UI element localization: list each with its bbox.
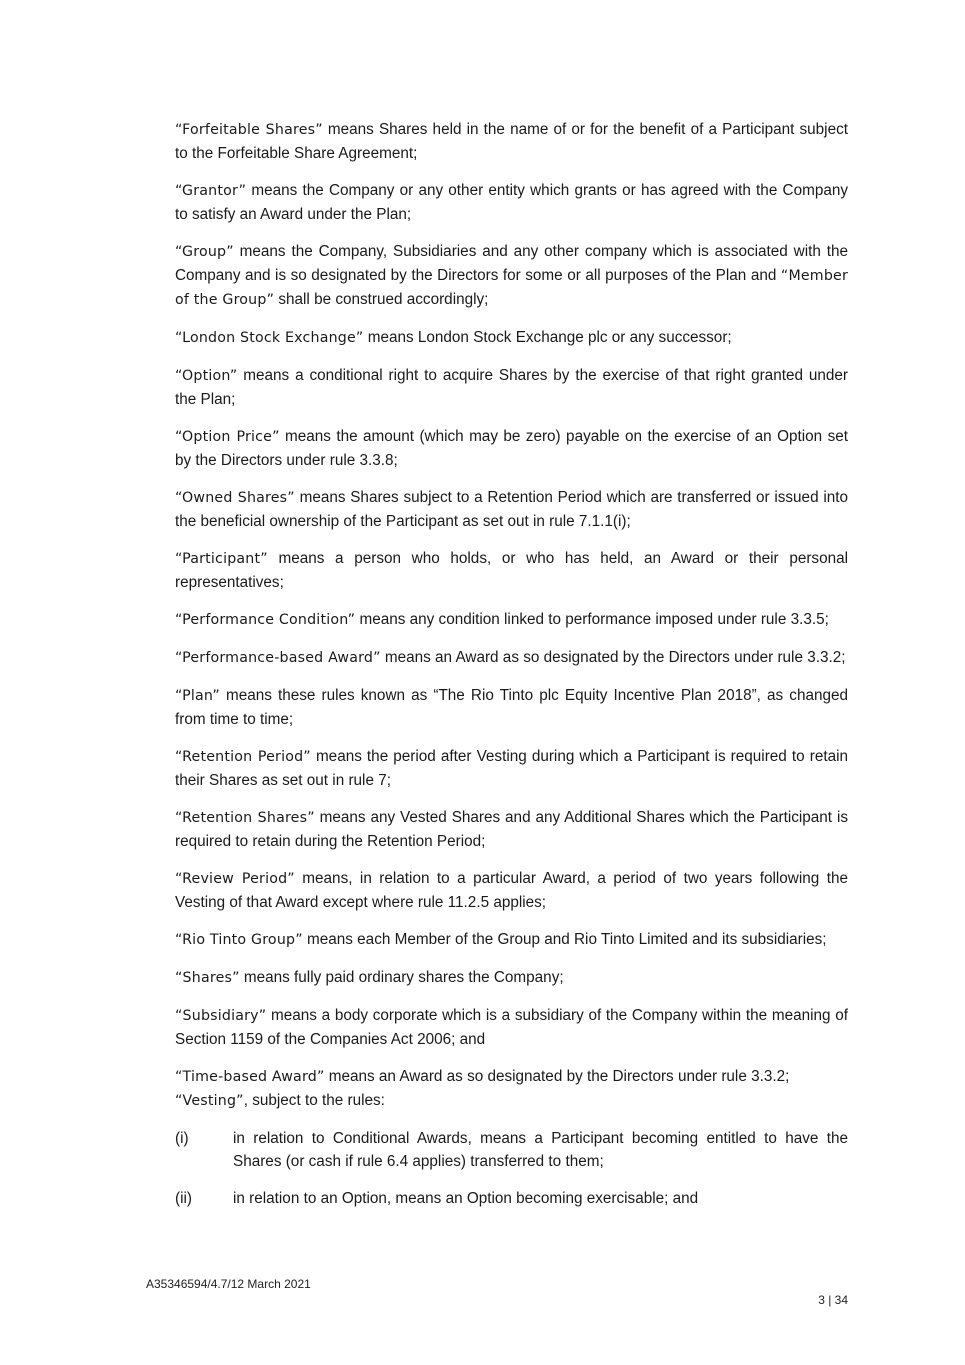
term: “Forfeitable Shares” <box>175 122 323 138</box>
term: “Owned Shares” <box>175 490 295 506</box>
term: “Performance-based Award” <box>175 650 381 666</box>
page-number: 3 | 34 <box>818 1293 848 1307</box>
definition-rio-tinto-group <box>175 928 848 952</box>
term: “Retention Shares” <box>175 810 315 826</box>
definition-text: means an Award as so designated by the Directors under rule 3.3.2; <box>380 649 846 666</box>
term: “Plan” <box>175 688 220 704</box>
term: “Member of the Group” <box>175 268 848 308</box>
term: “Review Period” <box>175 871 295 887</box>
definition-text: means fully paid ordinary shares the Company; <box>239 969 564 986</box>
document-reference: A35346594/4.7/12 March 2021 <box>146 1277 311 1291</box>
definition-text: means a conditional right to acquire Shares by the exercise of that right granted under the Plan; <box>175 367 848 408</box>
term: “Option” <box>175 368 238 384</box>
term: “Shares” <box>175 970 240 986</box>
definition-text: means any condition linked to performance imposed under rule 3.3.5; <box>355 611 829 628</box>
definition-time-based-award <box>175 1065 848 1113</box>
term: “Time-based Award” <box>175 1069 325 1085</box>
term: “Vesting” <box>175 1093 244 1109</box>
definition-group <box>175 240 848 312</box>
item-number: (ii) <box>175 1190 192 1207</box>
term: “Retention Period” <box>175 749 311 765</box>
definition-subsidiary <box>175 1004 848 1051</box>
definition-owned-shares <box>175 486 848 533</box>
definition-text: means London Stock Exchange plc or any successor; <box>363 329 732 346</box>
definition-london-stock-exchange <box>175 326 848 350</box>
definition-text: means Shares held in the name of or for the benefit of a Participant subject to the Forfeitable Share Agreement; <box>175 121 848 162</box>
vesting-item <box>175 1187 848 1210</box>
term: “Participant” <box>175 551 268 567</box>
definitions-section <box>175 118 848 1224</box>
definition-text: means Shares subject to a Retention Period which are transferred or issued into the beneficial ownership of the Participant as set out in rule 7.1.1(i); <box>175 489 848 530</box>
term: “Option Price” <box>175 429 280 445</box>
term: “Rio Tinto Group” <box>175 932 303 948</box>
definition-retention-period <box>175 745 848 792</box>
term: “Group” <box>175 244 234 260</box>
term: “Grantor” <box>175 183 247 199</box>
definition-text: means the Company, Subsidiaries and any other company which is associated with the Company and is so designated by the Directors for some or all purposes of the Plan and <box>175 243 848 284</box>
definition-text: means the Company or any other entity which grants or has agreed with the Company to satisfy an Award under the Plan; <box>175 182 848 223</box>
item-text: in relation to Conditional Awards, means a Participant becoming entitled to have the Shares (or cash if rule 6.4 applies) transferred to them; <box>233 1130 848 1170</box>
definition-text: means, in relation to a particular Award, a period of two years following the Vesting of that Award except where rule 11.2.5 applies; <box>175 870 848 911</box>
vesting-item <box>175 1127 848 1173</box>
term: “London Stock Exchange” <box>175 330 364 346</box>
term: “Performance Condition” <box>175 612 356 628</box>
definition-text: means an Award as so designated by the Directors under rule 3.3.2; <box>324 1068 790 1085</box>
definition-forfeitable-shares <box>175 118 848 165</box>
definition-text: means the amount (which may be zero) payable on the exercise of an Option set by the Directors under rule 3.3.8; <box>175 428 848 469</box>
definition-text: means any Vested Shares and any Additional Shares which the Participant is required to retain during the Retention Period; <box>175 809 848 850</box>
definition-text: , subject to the rules: <box>243 1092 385 1109</box>
term: “Subsidiary” <box>175 1008 267 1024</box>
definition-text: means a body corporate which is a subsidiary of the Company within the meaning of Section 1159 of the Companies Act 2006; and <box>175 1007 848 1048</box>
definition-shares <box>175 966 848 990</box>
definition-text: means each Member of the Group and Rio Tinto Limited and its subsidiaries; <box>302 931 827 948</box>
item-number: (i) <box>175 1130 189 1147</box>
definition-option-price <box>175 425 848 472</box>
definition-grantor <box>175 179 848 226</box>
definition-plan <box>175 684 848 731</box>
definition-text: means the period after Vesting during which a Participant is required to retain their Shares as set out in rule 7; <box>175 748 848 789</box>
definition-option <box>175 364 848 411</box>
definition-performance-condition <box>175 608 848 632</box>
item-text: in relation to an Option, means an Option becoming exercisable; and <box>233 1190 699 1207</box>
definition-text: shall be construed accordingly; <box>274 291 489 308</box>
definition-performance-based-award <box>175 646 848 670</box>
definition-review-period <box>175 867 848 914</box>
definition-participant <box>175 547 848 594</box>
definition-retention-shares <box>175 806 848 853</box>
definition-text: means these rules known as “The Rio Tinto plc Equity Incentive Plan 2018”, as changed from time to time; <box>175 687 848 728</box>
definition-text: means a person who holds, or who has held, an Award or their personal representatives; <box>175 550 848 591</box>
